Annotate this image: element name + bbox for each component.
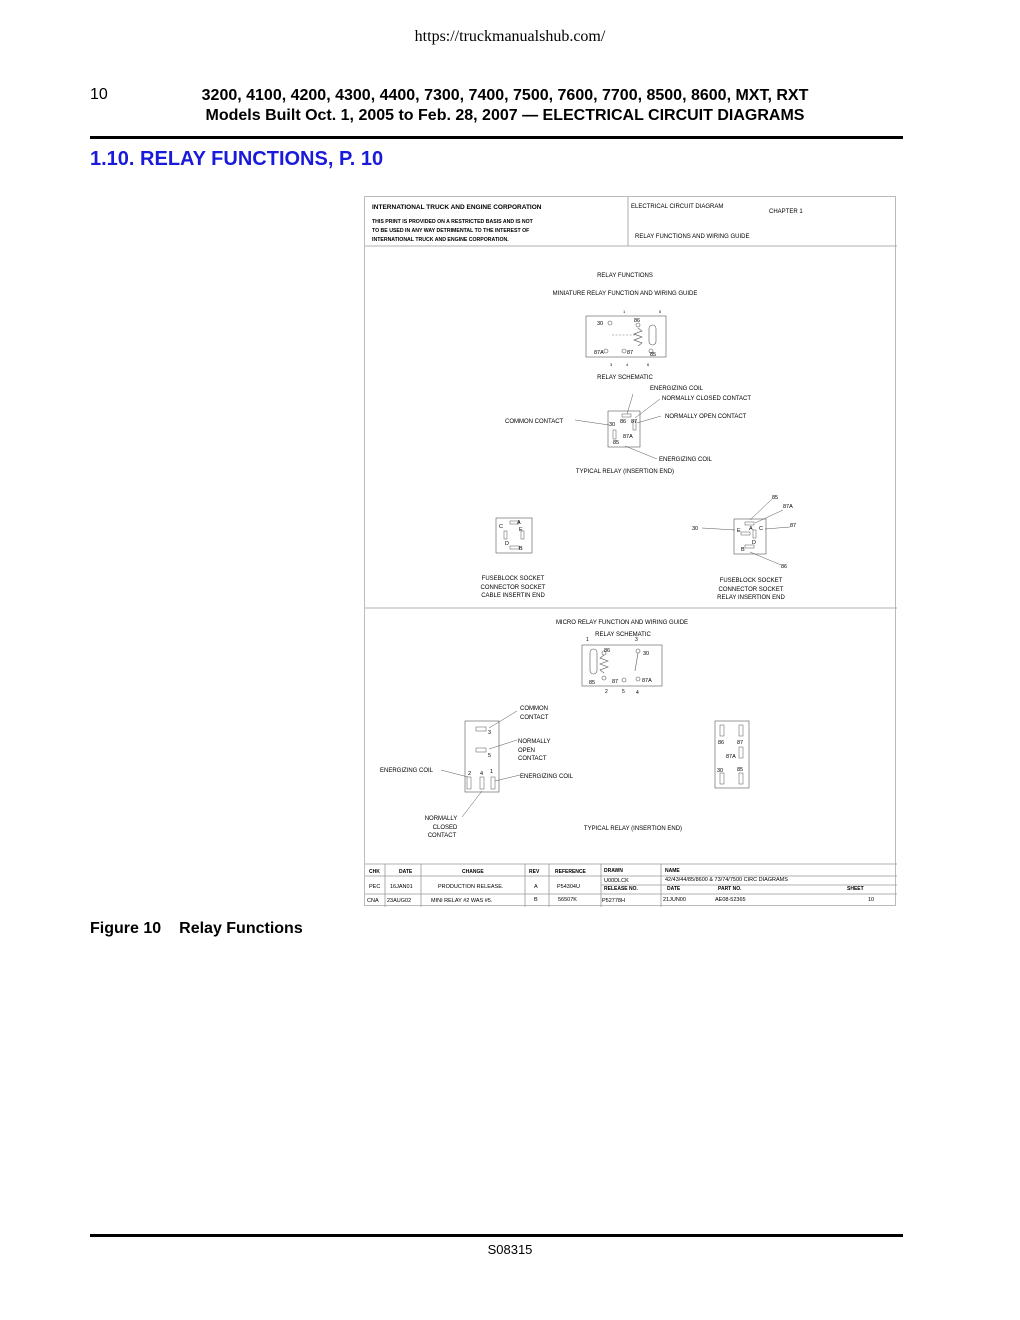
left-socket-b: B <box>519 546 523 552</box>
relay-schematic-label: RELAY SCHEMATIC <box>597 375 653 381</box>
mini-pin-87: 87 <box>627 350 634 356</box>
notice-line-3: INTERNATIONAL TRUCK AND ENGINE CORPORATION. <box>372 237 509 243</box>
micro-num-1: 1 <box>586 637 589 643</box>
mini-num-6: 6 <box>647 362 650 367</box>
doc-subject: RELAY FUNCTIONS AND WIRING GUIDE <box>635 234 750 240</box>
micro-pin-85: 85 <box>589 680 596 686</box>
tb-drawn-value: U00DLCK <box>604 878 629 884</box>
footer-rule <box>90 1234 903 1237</box>
company-name: INTERNATIONAL TRUCK AND ENGINE CORPORATION <box>372 204 542 211</box>
mini-relay-guide-title: MINIATURE RELAY FUNCTION AND WIRING GUIDE <box>552 291 698 297</box>
label-normally-closed: NORMALLY CLOSED CONTACT <box>662 396 752 402</box>
pinview-86: 86 <box>718 740 725 746</box>
typical-relay-micro-label: TYPICAL RELAY (INSERTION END) <box>583 826 683 832</box>
right-pin-86: 86 <box>781 564 788 570</box>
header-subtitle: Models Built Oct. 1, 2005 to Feb. 28, 2007 — ELECTRICAL CIRCUIT DIAGRAMS <box>205 107 805 124</box>
tb-release-value: P52778H <box>602 898 625 904</box>
tb-name-value: 42/43/44/85/8600 & 73/74/7500 CIRC DIAGRAMS <box>665 877 788 883</box>
pinview-30: 30 <box>717 768 724 774</box>
tb-name-label: NAME <box>665 868 680 874</box>
tb-part-label: PART NO. <box>718 886 742 892</box>
tb-date-label: DATE <box>667 886 681 892</box>
micro-typ-num-2: 2 <box>468 771 472 777</box>
typ-pin-30: 30 <box>609 422 616 428</box>
right-pin-85: 85 <box>772 495 779 501</box>
right-socket-c: C <box>759 526 763 532</box>
micro-num-3: 3 <box>635 637 638 643</box>
header-rule <box>90 136 903 139</box>
micro-pin-30: 30 <box>643 651 650 657</box>
tb-row1-ref: P54304U <box>557 884 580 890</box>
revision-title-block <box>367 868 874 904</box>
footer-code: S08315 <box>487 1242 533 1257</box>
label-energizing-coil-bottom: ENERGIZING COIL <box>659 457 713 463</box>
tb-header-chk: CHK <box>369 869 380 875</box>
micro-nc-line-1: NORMALLY <box>424 816 458 822</box>
mini-num-5: 5 <box>659 309 662 314</box>
micro-schematic-label: RELAY SCHEMATIC <box>595 632 651 638</box>
right-pin-87: 87 <box>790 523 797 529</box>
label-common-contact: COMMON CONTACT <box>505 419 564 425</box>
micro-no-line-3: CONTACT <box>518 756 547 762</box>
tb-row1-chk: PEC <box>369 884 381 890</box>
mini-num-1: 1 <box>623 309 626 314</box>
tb-header-date: DATE <box>399 869 413 875</box>
fuseblock-socket-cable-end <box>496 518 532 553</box>
tb-row1-date: 16JAN01 <box>390 884 413 890</box>
figure-title: Relay Functions <box>179 920 303 937</box>
tb-header-change: CHANGE <box>462 869 484 875</box>
micro-pin-87a: 87A <box>642 678 652 684</box>
typ-pin-86: 86 <box>620 419 627 425</box>
doc-type: ELECTRICAL CIRCUIT DIAGRAM <box>631 204 724 210</box>
left-socket-a: A <box>517 520 521 526</box>
micro-num-5: 5 <box>622 689 625 695</box>
micro-common-line-2: CONTACT <box>520 715 549 721</box>
micro-no-line-2: OPEN <box>518 748 536 754</box>
pinview-85: 85 <box>737 767 744 773</box>
right-pin-87a: 87A <box>783 504 793 510</box>
micro-pin-87: 87 <box>612 679 619 685</box>
mini-pin-85: 85 <box>650 352 657 358</box>
left-socket-line-3: CABLE INSERTIN END <box>481 593 545 599</box>
right-socket-e: E <box>737 528 741 534</box>
left-socket-e: E <box>519 527 523 533</box>
right-socket-a: A <box>749 526 753 532</box>
tb-header-rev: REV <box>529 869 540 875</box>
micro-no-line-1: NORMALLY <box>518 739 551 745</box>
typical-relay-label: TYPICAL RELAY (INSERTION END) <box>575 469 675 475</box>
tb-sheet-value: 10 <box>868 897 875 903</box>
micro-num-4: 4 <box>636 690 639 696</box>
micro-pin-86: 86 <box>604 648 611 654</box>
mini-pin-87a: 87A <box>594 350 604 356</box>
micro-typ-num-5: 5 <box>488 753 492 759</box>
header-models: 3200, 4100, 4200, 4300, 4400, 7300, 7400, 7500, 7600, 7700, 8500, 8600, MXT, RXT <box>201 87 809 104</box>
tb-drawn-label: DRAWN <box>604 868 623 874</box>
right-socket-line-3: RELAY INSERTION END <box>717 595 785 601</box>
left-socket-c: C <box>499 524 503 530</box>
tb-row2-change: MINI RELAY #2 WAS #5. <box>431 898 493 904</box>
mini-relay-insertion-end <box>575 394 661 459</box>
tb-row2-rev: B <box>534 897 538 903</box>
running-header <box>150 86 860 126</box>
notice-line-1: THIS PRINT IS PROVIDED ON A RESTRICTED BASIS AND IS NOT <box>372 219 533 225</box>
left-socket-line-1: FUSEBLOCK SOCKET <box>481 576 545 582</box>
right-socket-line-1: FUSEBLOCK SOCKET <box>719 578 783 584</box>
micro-nc-line-2: CLOSED <box>432 825 458 831</box>
micro-relay-guide-title: MICRO RELAY FUNCTION AND WIRING GUIDE <box>555 620 689 626</box>
micro-relay-schematic <box>582 637 662 696</box>
fuseblock-socket-relay-end <box>692 495 796 570</box>
typ-pin-87a: 87A <box>623 434 633 440</box>
tb-sheet-label: SHEET <box>847 886 864 892</box>
notice-line-2: TO BE USED IN ANY WAY DETRIMENTAL TO THE INTEREST OF <box>372 228 530 234</box>
mini-relay-schematic <box>586 309 666 367</box>
chapter-label: CHAPTER 1 <box>769 209 803 215</box>
tb-row2-date: 23AUG02 <box>387 898 412 904</box>
relay-functions-title: RELAY FUNCTIONS <box>597 273 653 279</box>
mini-num-3: 3 <box>610 362 613 367</box>
drawing-svg <box>365 197 897 907</box>
left-socket-d: D <box>505 541 509 547</box>
figure-caption <box>90 920 321 938</box>
source-url[interactable]: https://truckmanualshub.com/ <box>414 28 606 45</box>
micro-typ-num-1: 1 <box>490 769 494 775</box>
circuit-drawing-sheet <box>364 196 896 906</box>
page-number: 10 <box>90 86 108 103</box>
tb-part-value: AE08-52365 <box>715 897 746 903</box>
micro-relay-insertion-end <box>441 711 520 817</box>
typ-pin-85: 85 <box>613 440 620 446</box>
pinview-87: 87 <box>737 740 744 746</box>
right-socket-line-2: CONNECTOR SOCKET <box>718 587 784 593</box>
tb-row1-rev: A <box>534 884 538 890</box>
micro-coil-left: ENERGIZING COIL <box>380 768 434 774</box>
micro-typ-num-4: 4 <box>480 771 484 777</box>
tb-date-value: 21JUN00 <box>663 897 686 903</box>
label-normally-open: NORMALLY OPEN CONTACT <box>665 414 747 420</box>
tb-release-label: RELEASE NO. <box>604 886 638 892</box>
micro-common-line-1: COMMON <box>520 706 548 712</box>
tb-row1-change: PRODUCTION RELEASE. <box>438 884 504 890</box>
right-socket-d: D <box>752 540 756 546</box>
right-socket-b: B <box>741 547 745 553</box>
pinview-87a: 87A <box>726 754 736 760</box>
mini-num-4: 4 <box>626 362 629 367</box>
micro-num-2: 2 <box>605 689 608 695</box>
tb-row2-chk: CNA <box>367 898 379 904</box>
section-heading: 1.10. RELAY FUNCTIONS, P. 10 <box>90 148 384 170</box>
micro-coil-right: ENERGIZING COIL <box>520 774 574 780</box>
tb-row2-ref: 56507K <box>558 897 577 903</box>
micro-typ-num-3: 3 <box>488 730 492 736</box>
mini-pin-86: 86 <box>634 318 641 324</box>
tb-header-reference: REFERENCE <box>555 869 586 875</box>
micro-nc-line-3: CONTACT <box>427 833 457 839</box>
typ-pin-87: 87 <box>631 419 638 425</box>
mini-pin-30: 30 <box>597 321 604 327</box>
left-socket-line-2: CONNECTOR SOCKET <box>480 585 546 591</box>
right-pin-30: 30 <box>692 526 699 532</box>
figure-label: Figure 10 <box>90 920 162 937</box>
label-energizing-coil-top: ENERGIZING COIL <box>650 386 704 392</box>
micro-relay-pin-view <box>715 721 749 788</box>
